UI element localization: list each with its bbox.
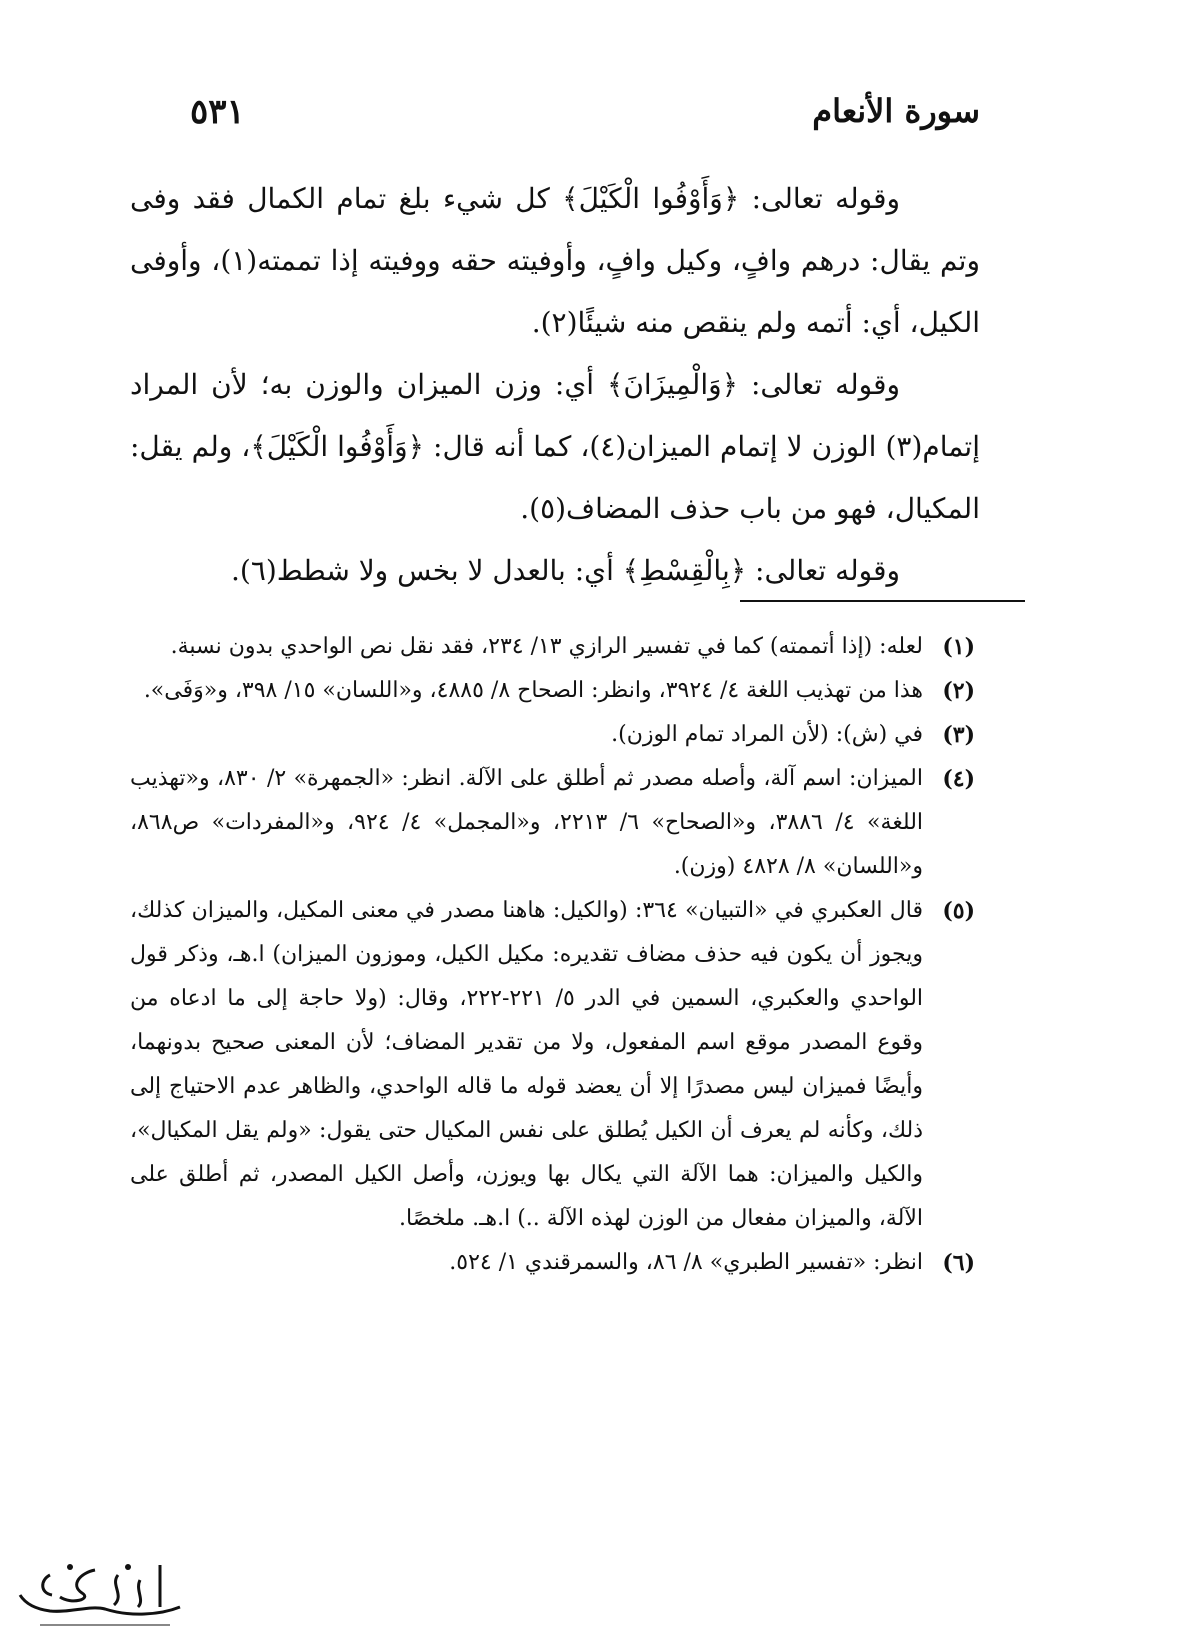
footnote-3: [130, 713, 975, 757]
footnote-text: في (ش): (لأن المراد تمام الوزن).: [611, 722, 923, 747]
page-number: ٥٣١: [190, 92, 245, 132]
paragraph-2: وقوله تعالى: ﴿وَالْمِيزَانَ﴾ أي: وزن الميزان والوزن به؛ لأن المراد إتمام(٣) الوزن لا إتمام الميزان(٤)، كما أنه قال: ﴿وَأَوْفُوا الْكَيْلَ﴾، ولم يقل: المكيال، فهو من باب حذف المضاف(٥).: [130, 368, 980, 525]
footnote-number: (٢): [942, 678, 975, 704]
footnote-4: [130, 757, 975, 889]
footnote-number: (٥): [942, 898, 975, 924]
main-text: [130, 168, 980, 602]
footnote-text: الميزان: اسم آلة، وأصله مصدر ثم أطلق على الآلة. انظر: «الجمهرة» ٢/ ٨٣٠، و«تهذيب اللغة» ٤/ ٣٨٨٦، و«الصحاح» ٦/ ٢٢١٣، و«المجمل» ٤/ ٩٢٤، و«المفردات» ص٨٦٨، و«اللسان» ٨/ ٤٨٢٨ (وزن).: [130, 766, 924, 879]
footnote-1: [130, 625, 975, 669]
paragraph-1: وقوله تعالى: ﴿وَأَوْفُوا الْكَيْلَ﴾ كل شيء بلغ تمام الكمال فقد وفى وتم يقال: درهم وافٍ، وكيل وافٍ، وأوفيته حقه ووفيته إذا تممته(١)، وأوفى الكيل، أي: أتمه ولم ينقص منه شيئًا(٢).: [130, 182, 980, 339]
footnotes: [130, 625, 975, 1285]
footnote-5: [130, 889, 975, 1241]
footnote-text: انظر: «تفسير الطبري» ٨/ ٨٦، والسمرقندي ١/ ٥٢٤.: [449, 1250, 923, 1275]
stamp-calligraphy-icon: [10, 1545, 190, 1635]
footnote-number: (١): [942, 634, 975, 660]
footnote-number: (٣): [942, 722, 975, 748]
footnote-text: لعله: (إذا أتممته) كما في تفسير الرازي ١٣/ ٢٣٤، فقد نقل نص الواحدي بدون نسبة.: [170, 634, 923, 659]
page-header: [190, 92, 980, 142]
surah-title: سورة الأنعام: [812, 92, 980, 130]
library-stamp-logo: [10, 1545, 190, 1635]
footnote-6: [130, 1241, 975, 1285]
footnote-text: قال العكبري في «التبيان» ٣٦٤: (والكيل: هاهنا مصدر في معنى المكيل، والميزان كذلك، ويجوز أن يكون فيه حذف مضاف تقديره: مكيل الكيل، وموزون الميزان) ا.هـ، وذكر قول الواحدي والعكبري، السمين في الدر ٥/ ٢٢١-٢٢٢، وقال: (ولا حاجة إلى ما ادعاه من وقوع المصدر موقع اسم المفعول، ولا من تقدير المضاف؛ لأن المعنى صحيح بدونهما، وأيضًا فميزان ليس مصدرًا إلا أن يعضد قوله ما قاله الواحدي، والظاهر عدم الاحتياج إلى ذلك، وكأنه لم يعرف أن الكيل يُطلق على نفس المكيال حتى يقول: «ولم يقل المكيال»، والكيل والميزان: هما الآلة التي يكال بها ويوزن، وأصل الكيل المصدر، ثم أطلق على الآلة، والميزان مفعال من الوزن لهذه الآلة ..) ا.هـ. ملخصًا.: [130, 898, 924, 1231]
paragraph-3: وقوله تعالى: ﴿بِالْقِسْطِ﴾ أي: بالعدل لا بخس ولا شطط(٦).: [230, 554, 900, 587]
footnote-text: هذا من تهذيب اللغة ٤/ ٣٩٢٤، وانظر: الصحاح ٨/ ٤٨٨٥، و«اللسان» ١٥/ ٣٩٨، و«وَفَى».: [143, 678, 923, 703]
footnote-2: [130, 669, 975, 713]
footnote-separator: [740, 600, 1025, 602]
footnote-number: (٤): [942, 766, 975, 792]
footnote-number: (٦): [942, 1250, 975, 1276]
